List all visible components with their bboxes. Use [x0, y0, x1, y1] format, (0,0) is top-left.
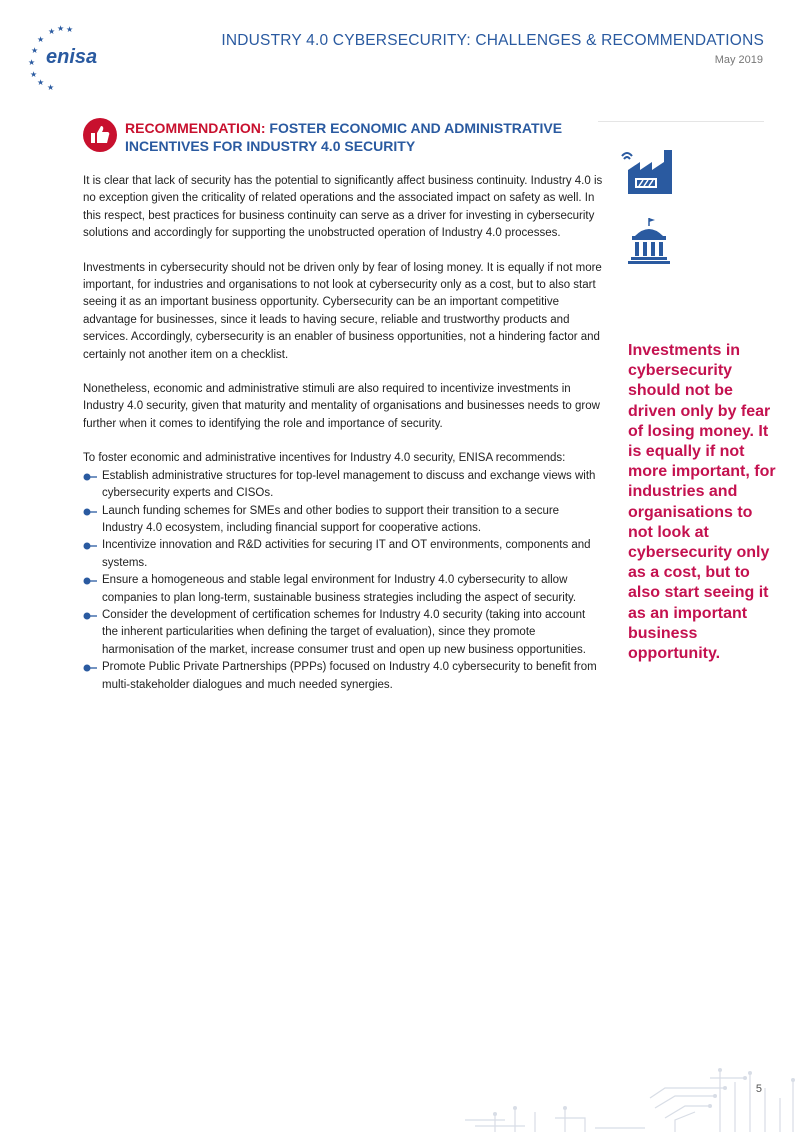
thumbs-up-icon	[83, 118, 117, 152]
recommendation-label: RECOMMENDATION:	[125, 120, 266, 136]
bullet-icon	[83, 542, 98, 550]
list-item-text: Establish administrative structures for top-level management to discuss and exchange views with cybersecurity experts and CISOs.	[102, 469, 596, 500]
recommendation-heading	[125, 119, 595, 155]
list-item-text: Launch funding schemes for SMEs and other bodies to support their transition to a secure Industry 4.0 ecosystem, including financial support for cooperative actions.	[102, 504, 560, 534]
bullet-icon	[83, 577, 98, 585]
page-number: 5	[755, 1083, 762, 1095]
logo-text: enisa	[46, 46, 98, 68]
recommendations-list	[83, 468, 603, 694]
list-item	[83, 659, 603, 694]
svg-text:★: ★	[28, 58, 36, 67]
document-date: May 2019	[714, 54, 763, 66]
list-item-text: Promote Public Private Partnerships (PPPs) focused on Industry 4.0 cybersecurity to benefit from multi-stakeholder dialogues and much needed synergies.	[102, 661, 597, 691]
list-item-text: Consider the development of certification schemes for Industry 4.0 security (taking into account the inherent particularities when defining the target of evaluation), since they promote harmonisation of the market, increase consumer trust and open up new business opportunities.	[102, 608, 586, 656]
enisa-logo	[22, 22, 104, 92]
svg-text:★: ★	[37, 78, 45, 87]
list-item-text: Incentivize innovation and R&D activities for securing IT and OT environments, components and systems.	[102, 539, 591, 569]
svg-text:★: ★	[48, 27, 56, 36]
main-content	[83, 173, 603, 694]
factory-icon	[616, 146, 676, 196]
svg-text:★: ★	[31, 46, 39, 55]
document-title: INDUSTRY 4.0 CYBERSECURITY: CHALLENGES & RECOMMENDATIONS	[221, 32, 764, 49]
svg-text:★: ★	[66, 25, 74, 34]
paragraph-stimuli: Nonetheless, economic and administrative stimuli are also required to incentivize investments in Industry 4.0 security, given that maturity and mentality of organisations and businesses needs to grow further when it comes to identifying the role and importance of security.	[83, 383, 600, 430]
circuit-decoration	[465, 1068, 800, 1132]
list-item	[83, 468, 603, 503]
right-column-divider	[598, 121, 764, 122]
svg-text:★: ★	[57, 24, 65, 33]
svg-text:★: ★	[47, 83, 55, 92]
svg-text:★: ★	[30, 70, 38, 79]
list-item	[83, 503, 603, 538]
list-intro: To foster economic and administrative incentives for Industry 4.0 security, ENISA recommends:	[83, 452, 566, 465]
list-item	[83, 607, 603, 659]
bullet-icon	[83, 664, 98, 672]
list-item	[83, 537, 603, 572]
list-item	[83, 572, 603, 607]
paragraph-business-continuity: It is clear that lack of security has the potential to significantly affect business continuity. Industry 4.0 is no exception given the criticality of related operations and the associated impact on safety as well. In this respect, best practices for business continuity can serve as a driver for investing in cybersecurity solutions and accordingly for supporting the unobstructed operation of Industry 4.0 processes.	[83, 175, 603, 240]
bank-icon	[627, 216, 671, 264]
bullet-icon	[83, 473, 98, 481]
pull-quote: Investments in cybersecurity should not be driven only by fear of losing money. It is equally if not more important, for industries and organisations to not look at cybersecurity only as a cost, but to also start seeing it as an important business opportunity.	[628, 342, 776, 663]
recommendation-title: FOSTER ECONOMIC AND ADMINISTRATIVE INCENTIVES FOR INDUSTRY 4.0 SECURITY	[125, 120, 563, 154]
paragraph-investments: Investments in cybersecurity should not be driven only by fear of losing money. It is equally if not more important, for industries and organisations to not look at cybersecurity only as a cost, but to also start seeing it as an important business opportunity. Cybersecurity can be an important competitive advantage for businesses, since it leads to having secure, reliable and trustworthy products and services. Accordingly, cybersecurity is an enabler of business opportunities, not a hindering factor and certainly not another item on a checklist.	[83, 261, 602, 361]
bullet-icon	[83, 508, 98, 516]
list-item-text: Ensure a homogeneous and stable legal environment for Industry 4.0 cybersecurity to allow companies to plan long-term, sustainable business strategies including the aspect of security.	[102, 574, 577, 604]
svg-text:★: ★	[37, 35, 45, 44]
bullet-icon	[83, 612, 98, 620]
